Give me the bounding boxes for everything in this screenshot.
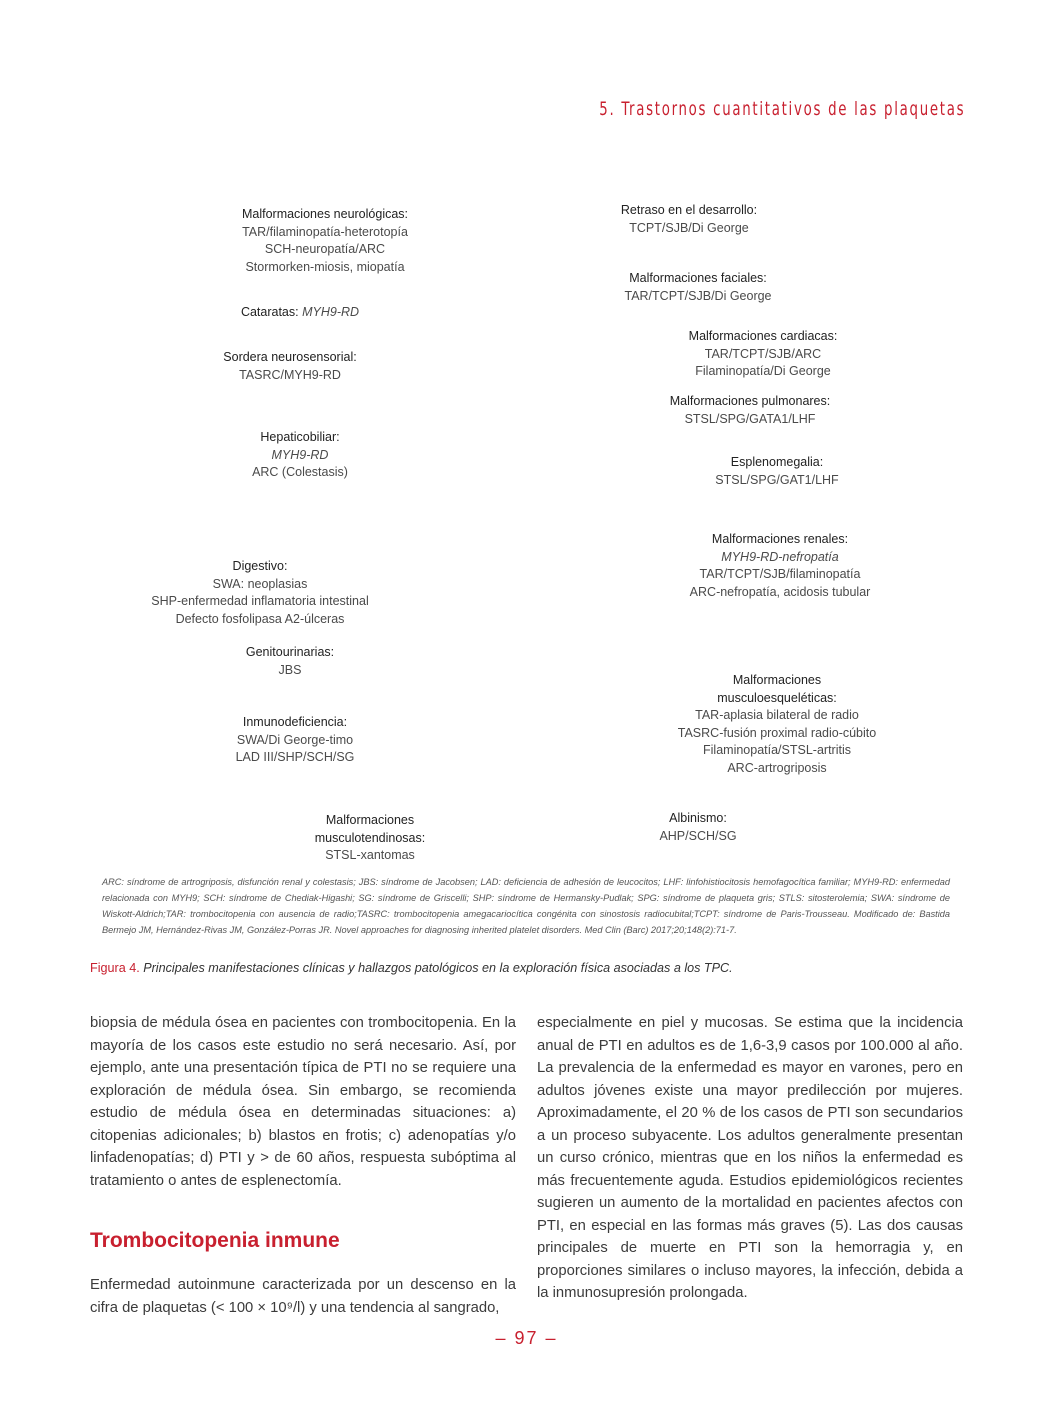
figure-item-inmunodeficiencia xyxy=(195,714,395,767)
figure-item-line: TASRC-fusión proximal radio-cúbito xyxy=(677,725,877,740)
figure-item-title: Esplenomegalia: xyxy=(730,455,824,469)
figure-item-line: Defecto fosfolipasa A2-úlceras xyxy=(175,611,345,626)
figure-item-line: STSL-xantomas xyxy=(325,848,415,862)
paragraph: especialmente en piel y mucosas. Se estima que la incidencia anual de PTI en adultos es de 1,6-3,9 casos por 100.000 al año. La prevalencia de la enfermedad es mayor en varones, pero en adultos jóvenes existe una mayor predilección por mujeres. Aproximadamente, el 20 % de los casos de PTI son secundarios a un proceso subyacente. Los adultos generalmente presentan un curso crónico, mientras que en los niños la enfermedad es más frecuentemente aguda. Estudios epidemiológicos recientes sugieren un aumento de la mortalidad en pacientes afectos con PTI, en especial en las formas más graves (5). Las dos causas principales de muerte en PTI son la hemorragia y, en proporciones similares o incluso mayores, la infección, debida a la inmunosupresión prolongada. xyxy=(537,1015,963,1301)
figure-item-line: SWA/Di George-timo xyxy=(236,732,354,747)
figure-item-title: Genitourinarias: xyxy=(245,645,335,659)
figure-item-hepaticobiliar xyxy=(200,429,400,482)
figure-item-albinismo xyxy=(628,810,768,845)
figure-item-line: MYH9-RD xyxy=(271,447,329,462)
figure-item-sordera xyxy=(190,349,390,384)
figure-item-line: SHP-enfermedad inflamatoria intestinal xyxy=(151,594,369,608)
figure-item-line: ARC (Colestasis) xyxy=(252,465,348,479)
figure-item-line: SWA: neoplasias xyxy=(212,576,308,591)
figure-item-line: STSL/SPG/GAT1/LHF xyxy=(715,472,839,487)
figure-item-title: Sordera neurosensorial: xyxy=(223,350,357,364)
figure-item-title: Malformaciones faciales: xyxy=(629,271,767,285)
figure-item-pulmonares xyxy=(640,393,860,428)
figure-item-line: TCPT/SJB/Di George xyxy=(629,220,749,235)
figure-item-line: AHP/SCH/SG xyxy=(659,828,737,843)
paragraph: biopsia de médula ósea en pacientes con trombocitopenia. En la mayoría de los casos este estudio no será necesario. Así, por ejemplo, ante una presentación típica de PTI no se requiere una exploración de médula ósea. Sin embargo, se recomienda estudio de médula ósea en determinadas situaciones: a) citopenias adicionales; b) blastos en frotis; c) adenopatías y/o linfadenopatías; d) PTI y > de 60 años, respuesta subóptima al tratamiento o antes de esplenectomía. xyxy=(90,1015,516,1189)
figure-item-line: SCH-neuropatía/ARC xyxy=(264,242,386,256)
figure-item-line: ARC-artrogriposis xyxy=(727,760,827,775)
figure-item-musculoesqueleticas xyxy=(667,672,887,777)
figure-item-title: Cataratas: xyxy=(240,305,299,319)
figure-item-musculotendinosas xyxy=(300,812,440,865)
figure-caption-label: Figura 4. xyxy=(90,961,140,975)
figure-item-line: MYH9-RD-nefropatía xyxy=(721,549,839,564)
figure-item-line: ARC-nefropatía, acidosis tubular xyxy=(689,584,871,599)
body-column-right xyxy=(537,1012,963,1305)
figure-item-faciales xyxy=(598,270,798,305)
figure-item-desarrollo xyxy=(589,202,789,237)
figure-item-line: Filaminopatía/Di George xyxy=(695,364,831,378)
figure-item-line: TAR/TCPT/SJB/ARC xyxy=(704,346,822,361)
figure-item-title: Digestivo: xyxy=(232,559,288,573)
figure-item-title: Albinismo: xyxy=(669,811,727,825)
figure-item-line: Stormorken-miosis, miopatía xyxy=(245,259,405,274)
figure-item-title: Malformaciones musculoesqueléticas: xyxy=(717,673,837,705)
figure-caption-text: Principales manifestaciones clínicas y hallazgos patológicos en la exploración física asociadas a los TPC. xyxy=(143,961,733,975)
body-column-left xyxy=(90,1012,516,1319)
figure-item-title: Malformaciones neurológicas: xyxy=(241,207,409,221)
figure-abbreviations: ARC: síndrome de artrogriposis, disfunción renal y colestasis; JBS: síndrome de Jacobsen; LAD: deficiencia de adhesión de leucocitos; LHF: linfohistiocitosis hemofagocítica familiar; MYH9-RD: enfermedad relacionada con MYH9; SCH: síndrome de Chediak-Higashi; SG: síndrome de Griscelli; SHP: síndrome de Hermansky-Pudlak; SPG: síndrome de plaqueta gris; STLS: sitosterolemia; SWA: síndrome de Wiskott-Aldrich;TAR: trombocitopenia con ausencia de radio;TASRC: trombocitopenia amegacariocítica congénita con sinostosis radiocubital;TCPT: síndrome de Paris-Trousseau. Modificado de: Bastida Bermejo JM, Hernández-Rivas JM, González-Porras JR. Novel approaches for diagnosing inherited platelet disorders. Med Clin (Barc) 2017;20;148(2):71-7. xyxy=(102,877,950,935)
figure-item-title: Malformaciones musculotendinosas: xyxy=(314,813,426,845)
figure-item-line: LAD III/SHP/SCH/SG xyxy=(235,750,355,764)
paragraph: Enfermedad autoinmune caracterizada por un descenso en la cifra de plaquetas (< 100 × 10⁹/l) y una tendencia al sangrado, xyxy=(90,1277,516,1316)
figure-item-title: Retraso en el desarrollo: xyxy=(620,203,758,217)
figure-item-title: Malformaciones pulmonares: xyxy=(669,394,831,408)
figure-item-genitourinarias xyxy=(190,644,390,679)
figure-item-line: Filaminopatía/STSL-artritis xyxy=(703,743,851,757)
figure-item-title: Hepaticobiliar: xyxy=(260,430,340,444)
figure-item-line: STSL/SPG/GATA1/LHF xyxy=(684,411,816,426)
figure-item-cataratas xyxy=(200,304,400,322)
figure-item-digestivo xyxy=(120,558,400,628)
chapter-header: 5. Trastornos cuantitativos de las plaquetas xyxy=(598,98,965,120)
figure-item-cardiacas xyxy=(663,328,863,381)
figure-item-line: TASRC/MYH9-RD xyxy=(239,367,341,382)
figure-item-line: TAR/TCPT/SJB/filaminopatía xyxy=(699,567,861,581)
page-number: – 97 – xyxy=(495,1328,558,1348)
figure-item-renales xyxy=(660,531,900,601)
section-heading: Trombocitopenia inmune xyxy=(90,1229,340,1252)
figure-item-neurologicas xyxy=(200,206,450,276)
figure-item-title: Malformaciones cardiacas: xyxy=(688,329,838,343)
figure-item-title: Inmunodeficiencia: xyxy=(242,715,348,729)
figure-item-title: Malformaciones renales: xyxy=(711,532,849,546)
figure-item-line: JBS xyxy=(278,662,302,677)
figure-item-line: TAR-aplasia bilateral de radio xyxy=(695,708,859,722)
figure-item-line: TAR/filaminopatía-heterotopía xyxy=(242,224,408,239)
figure-caption xyxy=(90,961,970,975)
figure-item-line: TAR/TCPT/SJB/Di George xyxy=(624,288,772,303)
figure-item-esplenomegalia xyxy=(677,454,877,489)
figure-item-line: MYH9-RD xyxy=(302,305,360,319)
